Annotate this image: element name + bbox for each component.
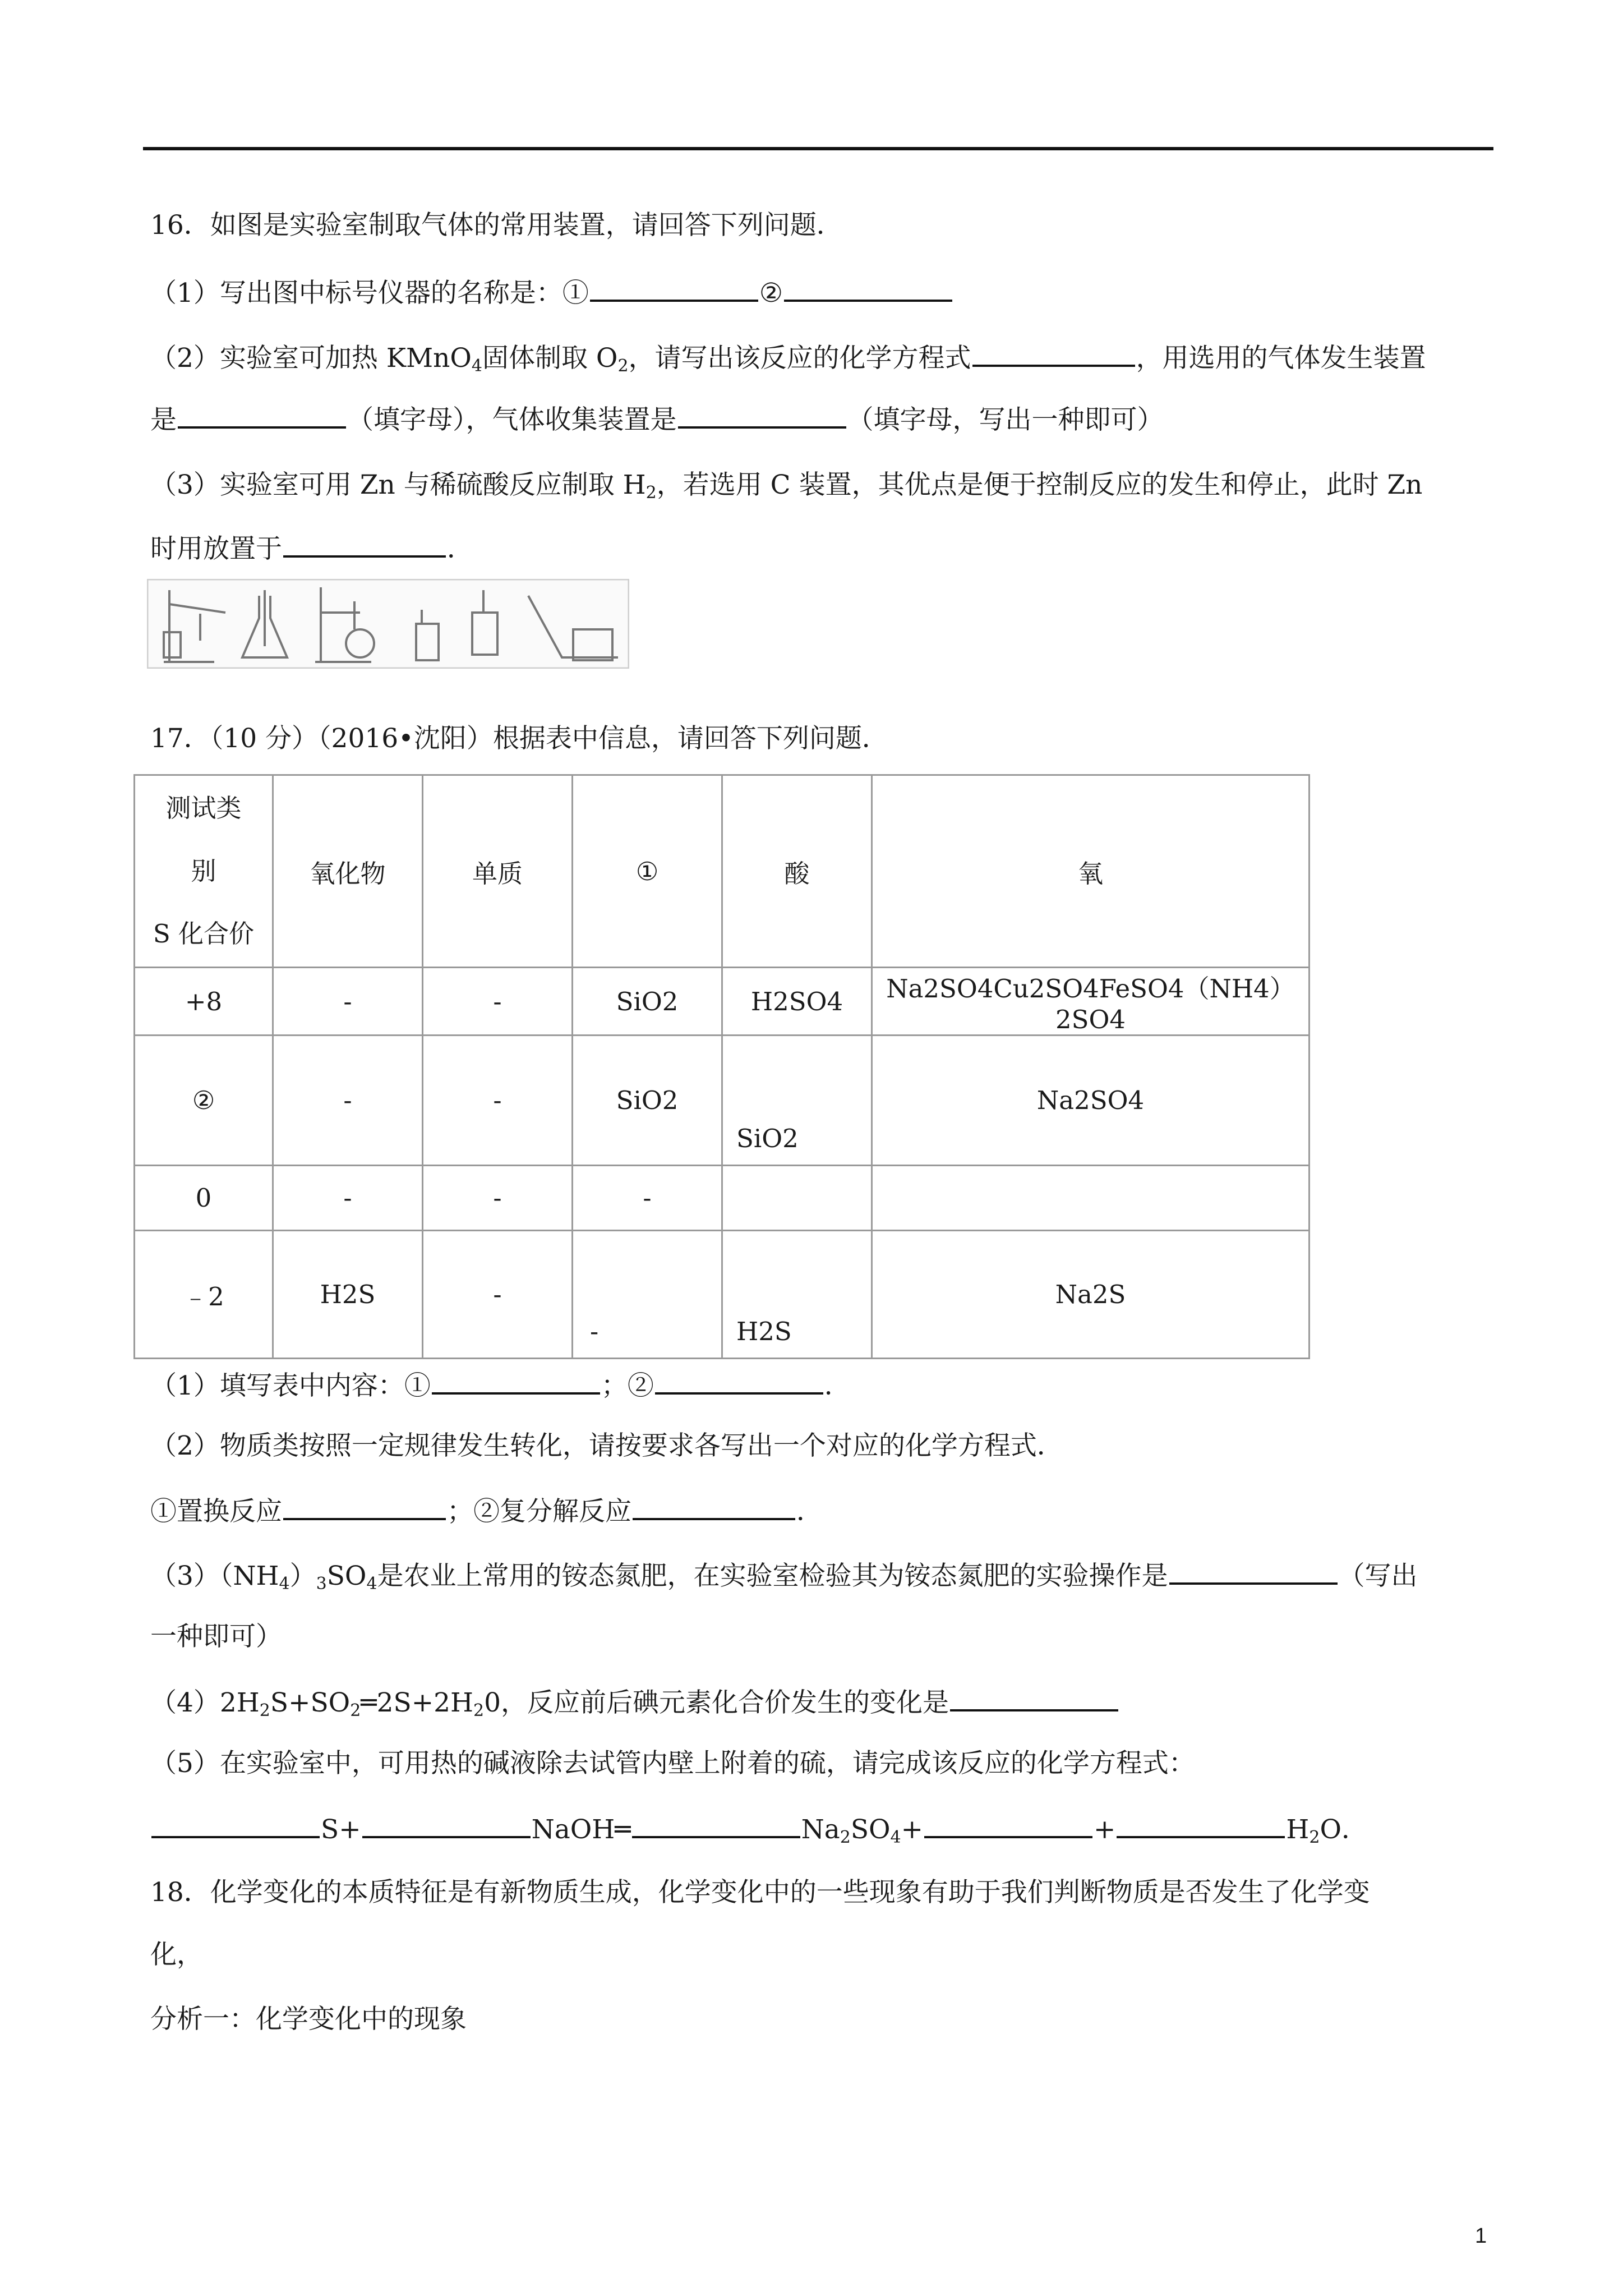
table-row [135, 1166, 1310, 1231]
table-cell [872, 1166, 1310, 1231]
answer-blank[interactable] [972, 340, 1135, 367]
table-cell: - [573, 1231, 722, 1359]
table-cell: - [273, 1036, 423, 1166]
table-cell: ② [135, 1036, 273, 1166]
header-cell: 氧 [872, 775, 1310, 968]
q16-intro: 16．如图是实验室制取气体的常用装置，请回答下列问题． [150, 210, 843, 241]
table-row [135, 1231, 1310, 1359]
table-cell: - [273, 1166, 423, 1231]
q16-part2-line2: 是 （填字母），气体收集装置是 （填字母，写出一种即可） [150, 402, 1164, 437]
q17-part3-line1: $(3)(NH_4)_3SO_4$是农业上常用的铵态氮肥，在实验室检验其为铵态氮肥的实验操作是 （写出 [150, 1558, 1418, 1601]
answer-blank[interactable] [178, 402, 346, 429]
answer-blank[interactable] [590, 275, 758, 302]
q16-part3-line2: 时用放置于 ． [150, 531, 473, 566]
table-cell: H2S [273, 1231, 423, 1359]
table-row [135, 968, 1310, 1036]
answer-blank[interactable] [784, 275, 952, 302]
table-cell: +8 [135, 968, 273, 1036]
page-number: 1 [1475, 2224, 1487, 2248]
header-cell: 单质 [423, 775, 573, 968]
table-cell: Na2SO4Cu2SO4FeSO4（NH4）2SO4 [872, 968, 1310, 1036]
table-cell: ﹣2 [135, 1231, 273, 1359]
q18-line1: 18．化学变化的本质特征是有新物质生成，化学变化中的一些现象有助于我们判断物质是否发生了化学变 [150, 1877, 1370, 1908]
q17-part5: （5）在实验室中，可用热的碱液除去试管内壁上附着的硫，请完成该反应的化学方程式： [150, 1748, 1195, 1779]
table-cell: - [423, 1166, 573, 1231]
table-cell: - [423, 1231, 573, 1359]
q17-part1: （1）填写表中内容：① ；② ． [150, 1368, 851, 1403]
answer-blank[interactable] [632, 1811, 800, 1838]
q18-line2: 化， [150, 1939, 203, 1970]
table-cell: H2S [722, 1231, 872, 1359]
answer-blank[interactable] [655, 1368, 823, 1395]
header-rule [143, 147, 1493, 150]
answer-blank[interactable] [1117, 1811, 1285, 1838]
table-cell: 0 [135, 1166, 273, 1231]
answer-blank[interactable] [151, 1811, 320, 1838]
q17-part2-items: ①置换反应 ；②复分解反应 ． [150, 1493, 823, 1529]
header-cell: ① [573, 775, 722, 968]
q18-line3: 分析一：化学变化中的现象 [150, 2004, 467, 2035]
answer-blank[interactable] [362, 1811, 531, 1838]
q17-equation: S+ NaOH═ $Na_2SO_4+ + H_2O$． [150, 1811, 1368, 1855]
table-cell: - [423, 1036, 573, 1166]
table-row [135, 1036, 1310, 1166]
q17-part3-line2: 一种即可） [150, 1621, 282, 1652]
sulfur-valence-table [133, 774, 1310, 1359]
answer-blank[interactable] [283, 531, 446, 558]
table-cell: Na2S [872, 1231, 1310, 1359]
table-cell: SiO2 [573, 968, 722, 1036]
table-cell [722, 1166, 872, 1231]
table-cell: - [273, 968, 423, 1036]
q17-intro: 17．（10 分）（2016•沈阳）根据表中信息，请回答下列问题． [150, 723, 888, 754]
header-cell: 氧化物 [273, 775, 423, 968]
answer-blank[interactable] [924, 1811, 1092, 1838]
q16-part2-line1: （2）实验室可加热 KMnO$_4$固体制取 $O_2$，请写出该反应的化学方程式 ，用选用的气体发生装置 [150, 340, 1426, 383]
lab-apparatus-figure [147, 579, 629, 669]
table-cell: - [573, 1166, 722, 1231]
header-cell: 测试类 别 S 化合价 [135, 775, 273, 968]
answer-blank[interactable] [283, 1493, 446, 1520]
header-cell: 酸 [722, 775, 872, 968]
table-cell: Na2SO4 [872, 1036, 1310, 1166]
table-header-row [135, 775, 1310, 968]
table-cell: - [423, 968, 573, 1036]
q16-part1: （1）写出图中标号仪器的名称是：① ② [150, 275, 953, 310]
table-cell: H2SO4 [722, 968, 872, 1036]
answer-blank[interactable] [678, 402, 846, 429]
q17-part4: $(4)2H_2S+SO_2═2S+2H_20$，反应前后碘元素化合价发生的变化是 [150, 1685, 1119, 1728]
answer-blank[interactable] [950, 1685, 1118, 1711]
q17-part2: （2）物质类按照一定规律发生转化，请按要求各写出一个对应的化学方程式． [150, 1430, 1063, 1461]
table-cell: SiO2 [722, 1036, 872, 1166]
answer-blank[interactable] [633, 1493, 795, 1520]
answer-blank[interactable] [1169, 1558, 1338, 1585]
answer-blank[interactable] [432, 1368, 600, 1395]
q16-part3-line1: （3）实验室可用 Zn 与稀硫酸反应制取 $H_2$，若选用 C 装置，其优点是便于控制反应的发生和停止，此时 Zn [150, 470, 1423, 503]
table-cell: SiO2 [573, 1036, 722, 1166]
